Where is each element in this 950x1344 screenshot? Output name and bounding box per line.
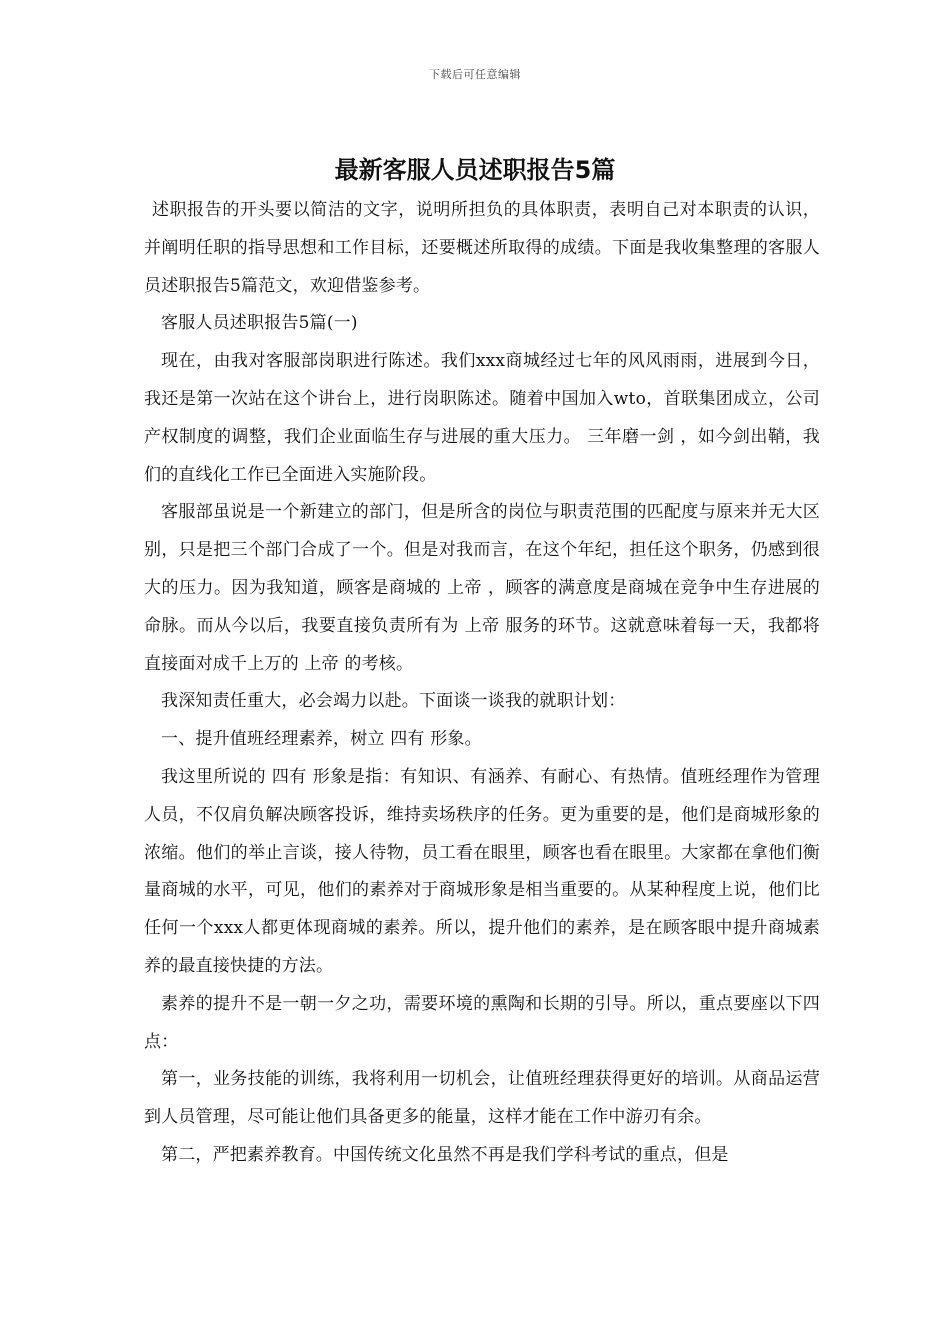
section-heading: 客服人员述职报告5篇(一) [161, 313, 358, 334]
document-title: 最新客服人员述职报告5篇 [334, 156, 616, 184]
body-paragraph: 素养的提升不是一朝一夕之功，需要环境的熏陶和长期的引导。所以，重点要座以下四点： [144, 993, 820, 1052]
subsection-heading: 一、提升值班经理素养，树立 四有 形象。 [161, 729, 482, 750]
body-paragraph: 我深知责任重大，必会竭力以赴。下面谈一谈我的就职计划： [161, 691, 626, 712]
body-paragraph: 我这里所说的 四有 形象是指：有知识、有涵养、有耐心、有热情。值班经理作为管理人员，不仅肩负解决顾客投诉，维持卖场秩序的任务。更为重要的是，他们是商城形象的浓缩。他们的举止言谈，接人待物，员工看在眼里，顾客也看在眼里。大家都在拿他们衡量商城的水平，可见，他们的素养对于商城形象是相当重要的。从某种程度上说，他们比任何一个xxx人都更体现商城的素养。所以，提升他们的素养，是在顾客眼中提升商城素养的最直接快捷的方法。 [144, 766, 820, 976]
header-note: 下载后可任意编辑 [429, 68, 521, 81]
document-body [144, 192, 820, 1175]
body-paragraph: 客服部虽说是一个新建立的部门，但是所含的岗位与职责范围的匹配度与原来并无大区别，只是把三个部门合成了一个。但是对我而言，在这个年纪，担任这个职务，仍感到很大的压力。因为我知道，顾客是商城的 上帝 ，顾客的满意度是商城在竞争中生存进展的命脉。而从今以后，我要直接负责所有为 上帝 服务的环节。这就意味着每一天，我都将直接面对成千上万的 上帝 的考核。 [144, 502, 820, 674]
body-paragraph: 第二，严把素养教育。中国传统文化虽然不再是我们学科考试的重点，但是 [161, 1144, 729, 1165]
body-paragraph: 第一，业务技能的训练，我将利用一切机会，让值班经理获得更好的培训。从商品运营到人员管理，尽可能让他们具备更多的能量，这样才能在工作中游刃有余。 [144, 1069, 820, 1128]
intro-paragraph: 述职报告的开头要以简洁的文字，说明所担负的具体职责，表明自己对本职责的认识，并阐明任职的指导思想和工作目标，还要概述所取得的成绩。下面是我收集整理的客服人员述职报告5篇范文，欢迎借鉴参考。 [144, 200, 820, 296]
body-paragraph: 现在，由我对客服部岗职进行陈述。我们xxx商城经过七年的风风雨雨，进展到今日，我还是第一次站在这个讲台上，进行岗职陈述。随着中国加入wto，首联集团成立，公司产权制度的调整，我们企业面临生存与进展的重大压力。 三年磨一剑 ，如今剑出鞘，我们的直线化工作已全面进入实施阶段。 [144, 351, 820, 485]
